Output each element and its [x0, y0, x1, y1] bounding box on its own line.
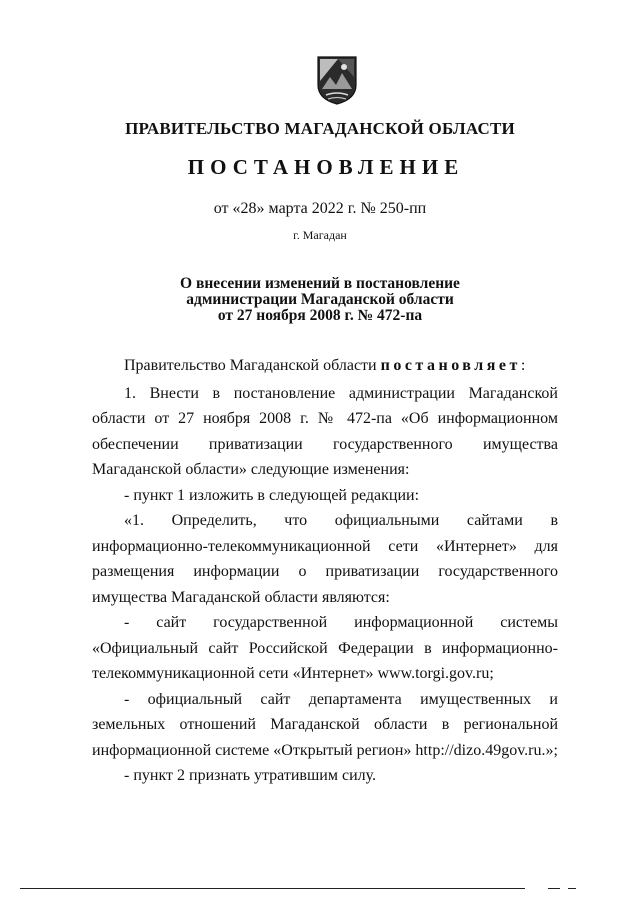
preamble-paragraph — [92, 353, 558, 379]
paragraph-4: - сайт государственной информационной системы «Официальный сайт Российской Федерации в информационно-телекоммуникационной сети «Интернет» www.torgi.gov.ru; — [92, 614, 558, 682]
paragraph-1: 1. Внести в постановление администрации Магаданской области от 27 ноября 2008 г. № 472-па «Об информационном обеспечении приватизации государственного имущества Магаданской области» следующие изменения: — [92, 384, 558, 478]
document-date-number: от «28» марта 2022 г. № 250-пп — [213, 200, 427, 217]
preamble-colon: : — [520, 357, 526, 374]
preamble-text: Правительство Магаданской области — [124, 357, 381, 374]
document-title-line: от 27 ноября 2008 г. № 472-па — [217, 307, 423, 324]
paragraph-2: - пункт 1 изложить в следующей редакции: — [124, 486, 420, 504]
paragraph-5: - официальный сайт департамента имущественных и земельных отношений Магаданской области в региональной информационной системе «Открытый регион» http://dizo.49gov.ru.»; — [92, 690, 558, 759]
preamble-action: постановляет — [380, 357, 521, 374]
document-title — [0, 276, 640, 324]
document-body — [92, 353, 558, 789]
footer-rule — [20, 888, 525, 889]
paragraph-3: «1. Определить, что официальными сайтами в информационно-телекоммуникационной сети «Интернет» для размещения информации о приватизации государственного имущества Магаданской области являются: — [92, 512, 558, 606]
document-title-line: О внесении изменений в постановление — [180, 275, 460, 292]
footer-rule-dash — [568, 888, 576, 889]
paragraph-6: - пункт 2 признать утратившим силу. — [124, 767, 377, 784]
document-city: г. Магадан — [293, 228, 347, 242]
coat-of-arms-icon — [316, 55, 358, 105]
document-type: ПОСТАНОВЛЕНИЕ — [187, 155, 465, 179]
organization-name: ПРАВИТЕЛЬСТВО МАГАДАНСКОЙ ОБЛАСТИ — [125, 119, 515, 138]
footer-rule-dash — [548, 888, 560, 889]
document-title-line: администрации Магаданской области — [186, 291, 454, 308]
